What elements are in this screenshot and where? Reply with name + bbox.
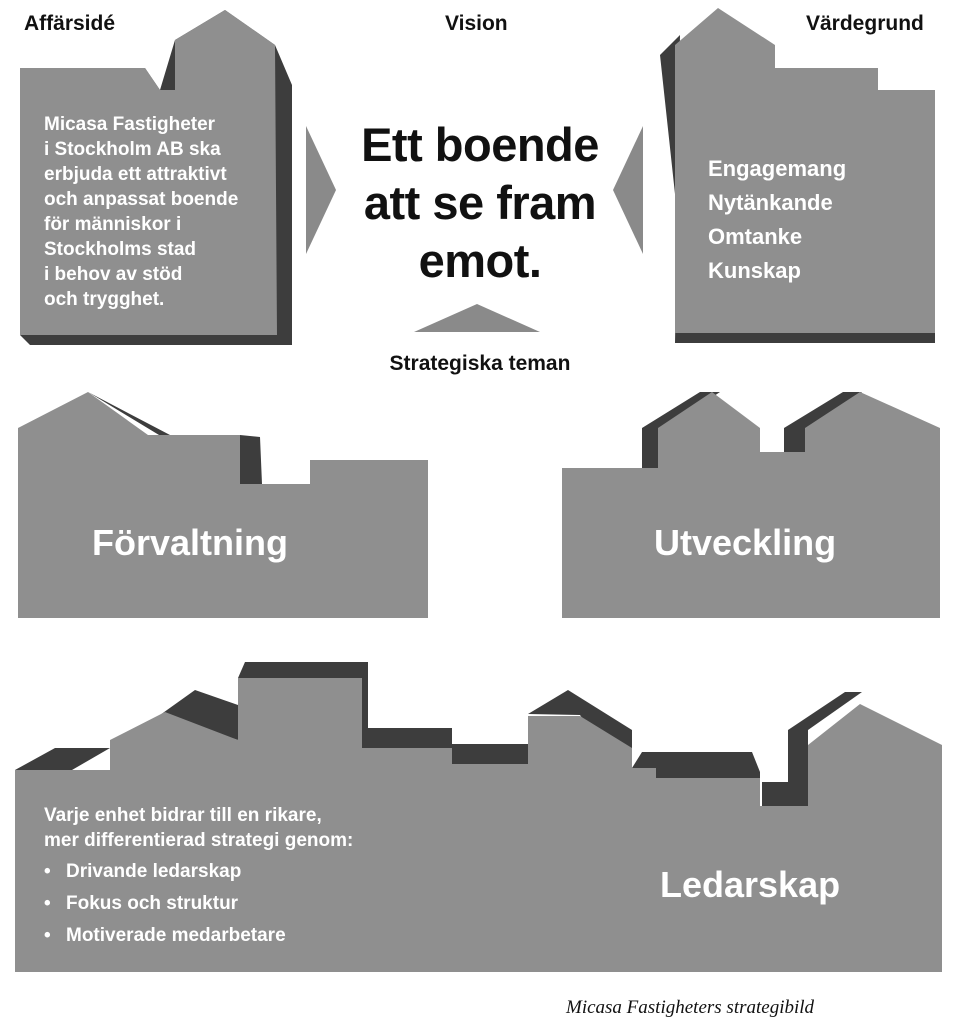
value-item: Omtanke xyxy=(708,224,803,249)
arrow-up-to-vision xyxy=(414,304,540,332)
business-idea-line: Micasa Fastigheter xyxy=(44,114,216,135)
leadership-intro-line: Varje enhet bidrar till en rikare, xyxy=(44,805,322,826)
value-item: Engagemang xyxy=(708,156,847,181)
shape-face xyxy=(562,392,940,618)
vision-line: emot. xyxy=(418,234,542,287)
value-item: Nytänkande xyxy=(708,190,833,215)
header-business-idea: Affärsidé xyxy=(24,12,116,35)
shape-face xyxy=(18,392,428,618)
development-title: Utveckling xyxy=(654,522,837,563)
business-idea-text xyxy=(44,112,238,312)
vision-line: Ett boende xyxy=(361,118,599,171)
business-idea-line: i behov av stöd xyxy=(44,264,183,285)
header-values: Värdegrund xyxy=(806,12,924,35)
leadership-title: Ledarskap xyxy=(660,864,841,905)
header-vision: Vision xyxy=(445,12,508,35)
shape-shadow xyxy=(15,748,110,770)
values-list xyxy=(708,152,846,288)
leadership-bullet: • Drivande ledarskap xyxy=(44,859,286,891)
value-item: Kunskap xyxy=(708,258,801,283)
leadership-intro-line: mer differentierad strategi genom: xyxy=(44,830,354,851)
business-idea-line: i Stockholm AB ska xyxy=(44,139,221,160)
vision-line: att se fram xyxy=(363,176,597,229)
development-building xyxy=(562,392,940,618)
business-idea-line: för människor i xyxy=(44,214,182,235)
strategic-themes-label: Strategiska teman xyxy=(389,352,571,375)
management-title: Förvaltning xyxy=(92,522,288,563)
business-idea-line: erbjuda ett attraktivt xyxy=(44,164,227,185)
leadership-intro xyxy=(44,803,353,853)
vision-statement xyxy=(330,116,630,290)
leadership-bullet: • Fokus och struktur xyxy=(44,891,286,923)
leadership-bullets xyxy=(44,859,286,955)
business-idea-line: och anpassat boende xyxy=(44,189,239,210)
management-building xyxy=(18,392,428,618)
business-idea-line: och trygghet. xyxy=(44,289,165,310)
business-idea-line: Stockholms stad xyxy=(44,239,197,260)
figure-caption: Micasa Fastigheters strategibild xyxy=(566,997,815,1018)
shape-shadow xyxy=(238,662,368,678)
leadership-bullet: • Motiverade medarbetare xyxy=(44,923,286,955)
